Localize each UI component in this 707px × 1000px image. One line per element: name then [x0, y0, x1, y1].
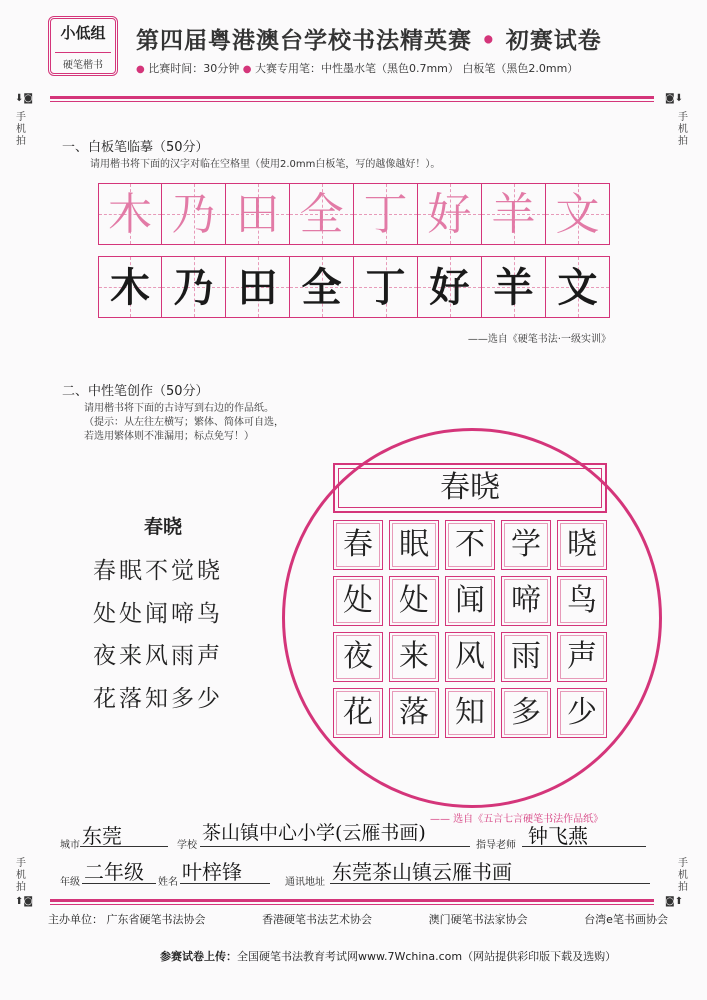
camera-icon: ⬇◙ — [15, 93, 34, 104]
work-cell[interactable]: 少 — [557, 688, 607, 738]
trace-cell[interactable]: 文 — [546, 183, 610, 245]
trace-cell[interactable]: 好 — [418, 183, 482, 245]
title-main: 第四届粤港澳台学校书法精英赛 — [136, 27, 472, 54]
copy-cell[interactable]: 田 — [226, 256, 290, 318]
section1-source: ——选自《硬笔书法·一级实训》 — [467, 334, 611, 345]
side-note-right: 手机拍 — [678, 112, 688, 147]
organizer: 香港硬笔书法艺术协会 — [262, 913, 373, 926]
copy-cell[interactable]: 羊 — [482, 256, 546, 318]
poem-line: 处处闻啼鸟 — [93, 601, 223, 627]
grade-label: 年级 — [60, 877, 80, 888]
work-cell[interactable]: 不 — [445, 520, 495, 570]
city-label: 城市 — [60, 840, 80, 851]
work-cell[interactable]: 夜 — [333, 632, 383, 682]
subtitle — [136, 60, 578, 76]
organizers — [48, 911, 668, 927]
bottom-divider — [50, 899, 654, 902]
top-divider-thin — [50, 101, 654, 102]
organizer: 主办单位： 广东省硬笔书法协会 — [48, 913, 206, 926]
side-note-left: 手机拍 — [16, 112, 26, 147]
group-badge — [48, 16, 118, 76]
name-underline — [180, 883, 270, 884]
trace-cell[interactable]: 田 — [226, 183, 290, 245]
work-cell[interactable]: 知 — [445, 688, 495, 738]
organizer: 澳门硬笔书法家协会 — [428, 913, 528, 926]
work-cell[interactable]: 鸟 — [557, 576, 607, 626]
poem-line: 夜来风雨声 — [93, 643, 223, 669]
group-sub-label: 硬笔楷书 — [55, 52, 111, 71]
school-field[interactable]: 茶山镇中心小学(云雁书画) — [202, 822, 426, 844]
section2-desc: 请用楷书将下面的古诗写到右边的作品纸。 （提示：从左往左横写；繁体、简体可自选， 若选用繁体则不准漏用；标点免写！） — [84, 403, 284, 442]
trace-cell[interactable]: 羊 — [482, 183, 546, 245]
work-cell[interactable]: 处 — [389, 576, 439, 626]
school-underline — [200, 846, 470, 847]
pen-label: 大赛专用笔：中性墨水笔（黑色0.7mm） 白板笔（黑色2.0mm） — [254, 62, 579, 75]
title-separator: • — [481, 27, 497, 54]
grade-field[interactable]: 二年级 — [84, 860, 144, 884]
upload-note — [160, 948, 616, 964]
teacher-label: 指导老师 — [476, 840, 516, 851]
school-label: 学校 — [177, 840, 197, 851]
work-cell[interactable]: 雨 — [501, 632, 551, 682]
work-cell[interactable]: 闻 — [445, 576, 495, 626]
poem-title: 春晓 — [144, 516, 183, 538]
work-cell[interactable]: 学 — [501, 520, 551, 570]
upload-label: 参赛试卷上传： — [160, 950, 237, 963]
top-divider — [50, 96, 654, 99]
copy-cell[interactable]: 丁 — [354, 256, 418, 318]
city-underline — [80, 846, 168, 847]
work-cell[interactable]: 来 — [389, 632, 439, 682]
city-field[interactable]: 东莞 — [82, 824, 122, 848]
trace-cell[interactable]: 全 — [290, 183, 354, 245]
work-title: 春晓 — [333, 463, 607, 513]
organizer: 台湾e笔书画协会 — [584, 913, 668, 926]
address-underline — [330, 883, 650, 884]
teacher-field[interactable]: 钟飞燕 — [528, 824, 588, 848]
copy-cell[interactable]: 全 — [290, 256, 354, 318]
poem-line: 春眠不觉晓 — [93, 558, 223, 584]
work-cell[interactable]: 处 — [333, 576, 383, 626]
name-field[interactable]: 叶梓锋 — [182, 860, 242, 884]
copy-cell[interactable]: 木 — [98, 256, 162, 318]
copy-cell[interactable]: 文 — [546, 256, 610, 318]
upload-text: 全国硬笔书法教育考试网www.7Wchina.com（网站提供彩印版下载及选购） — [237, 950, 617, 963]
group-label: 小低组 — [60, 24, 106, 42]
trace-grid — [98, 183, 610, 245]
name-label: 姓名 — [158, 877, 178, 888]
copy-cell[interactable]: 好 — [418, 256, 482, 318]
title-suffix: 初赛试卷 — [505, 27, 602, 54]
section2-title: 二、中性笔创作（50分） — [62, 384, 209, 399]
bottom-divider-thin — [50, 904, 654, 905]
work-cell[interactable]: 眠 — [389, 520, 439, 570]
side-note-left-bottom: 手机拍 — [16, 858, 26, 893]
address-field[interactable]: 东莞茶山镇云雁书画 — [332, 860, 512, 884]
section1-desc: 请用楷书将下面的汉字对临在空格里（使用2.0mm白板笔，写的越像越好！）。 — [90, 159, 441, 170]
work-cell[interactable]: 晓 — [557, 520, 607, 570]
trace-cell[interactable]: 丁 — [354, 183, 418, 245]
grade-underline — [82, 883, 156, 884]
work-cell[interactable]: 多 — [501, 688, 551, 738]
work-cell[interactable]: 花 — [333, 688, 383, 738]
teacher-underline — [522, 846, 646, 847]
time-label: 比赛时间：30分钟 — [148, 62, 240, 75]
copy-grid — [98, 256, 610, 318]
work-cell[interactable]: 声 — [557, 632, 607, 682]
address-label: 通讯地址 — [285, 877, 325, 888]
trace-cell[interactable]: 木 — [98, 183, 162, 245]
work-cell[interactable]: 落 — [389, 688, 439, 738]
bullet-icon: ● — [242, 64, 252, 75]
side-note-right-bottom: 手机拍 — [678, 858, 688, 893]
section1-title: 一、白板笔临摹（50分） — [62, 140, 209, 155]
camera-icon: ◙⬆ — [665, 896, 684, 907]
work-cell[interactable]: 啼 — [501, 576, 551, 626]
camera-icon: ⬆◙ — [15, 896, 34, 907]
copy-cell[interactable]: 乃 — [162, 256, 226, 318]
trace-cell[interactable]: 乃 — [162, 183, 226, 245]
page-title — [136, 22, 602, 55]
bullet-icon: ● — [136, 64, 145, 75]
camera-icon: ◙⬇ — [665, 93, 684, 104]
work-cell[interactable]: 春 — [333, 520, 383, 570]
poem-line: 花落知多少 — [93, 686, 223, 712]
section2-source: —— 选自《五言七言硬笔书法作品纸》 — [430, 814, 604, 825]
work-cell[interactable]: 风 — [445, 632, 495, 682]
